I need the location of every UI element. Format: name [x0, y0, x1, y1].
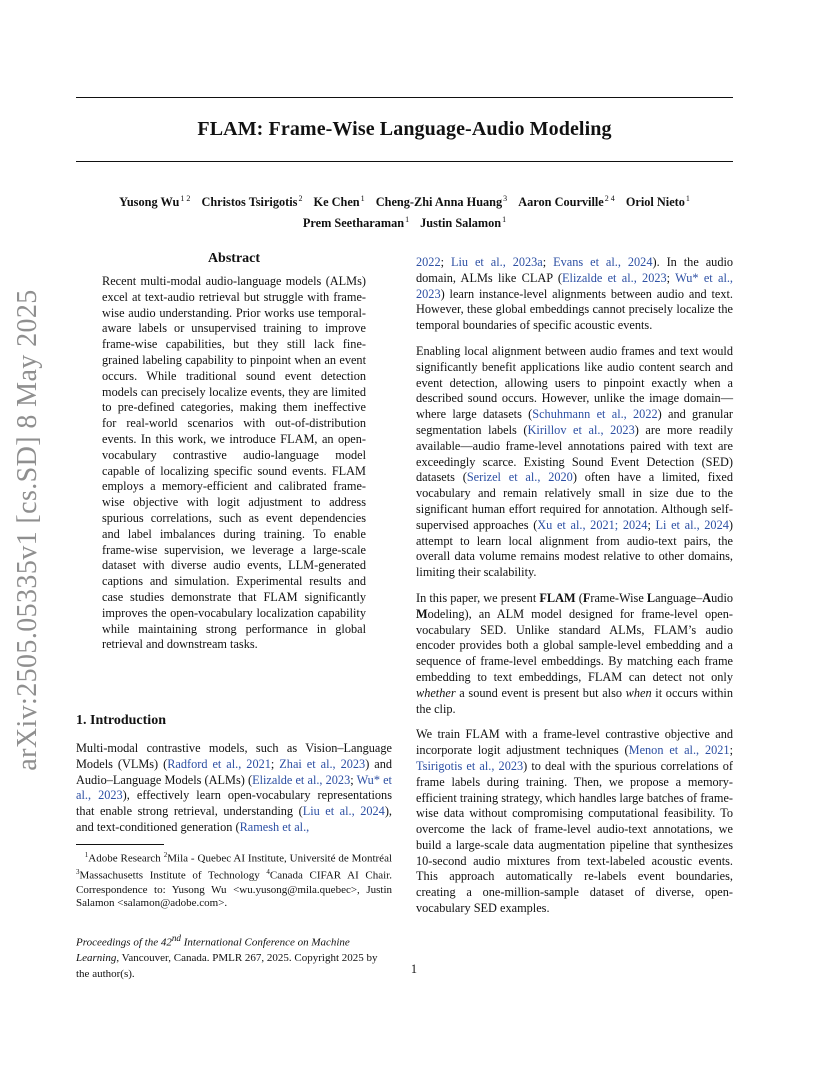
- author: Cheng-Zhi Anna Huang$^3$: [375, 194, 508, 210]
- right-paragraph: 2022; Liu et al., 2023a; Evans et al., 2024). In the audio domain, ALMs like CLAP (Elizalde et al., 2023; Wu* et al., 2023) learn instance-level alignments between audio and text. However, these global embeddings cannot precisely localize the temporal boundaries of specific acoustic events.: [416, 255, 734, 333]
- author: Yusong $Wu^{1 2}$: [119, 194, 191, 210]
- paper-title: FLAM: Frame-Wise Language-Audio Modeling: [197, 118, 612, 140]
- citation-link[interactable]: Elizalde et al., 2023: [252, 772, 351, 787]
- citation-link[interactable]: Zhai et al., 2023: [279, 756, 366, 771]
- citation-link[interactable]: Kirillov et al., 2023: [527, 422, 635, 437]
- citation-link[interactable]: Schuhmann et al., 2022: [532, 407, 658, 422]
- citation-link[interactable]: Li et al., 2024: [655, 517, 729, 532]
- affiliation-footnote: $^1$Adobe Research $^2$Mila - Quebec AI Institute, Université de Montréal $^3$Massachusetts Institute of Technology $^4$Canada CIFAR AI Chair. Correspondence to: Yusong Wu <wu.yusong@mila.quebec>, Justin Salamon <salamon@adobe.com>.: [76, 851, 393, 910]
- footnote-rule: [76, 844, 164, 845]
- author: Prem Seetharaman$^1$: [302, 215, 410, 231]
- citation-link[interactable]: Elizalde et al., 2023: [562, 270, 667, 285]
- arxiv-stamp: arXiv:2505.05335v1 [cs.SD] 8 May 2025: [12, 289, 43, 771]
- author: Justin Salamon$^1$: [420, 215, 507, 231]
- top-rule: [76, 97, 733, 98]
- citation-link[interactable]: Menon et al., 2021: [628, 743, 730, 758]
- title-bottom-rule: [76, 161, 733, 162]
- right-paragraph: In this paper, we present FLAM (Frame-Wise Language–Audio Modeling), an ALM model designed for frame-level open-vocabulary SED. Unlike standard ALMs, FLAM’s audio encoder provides both a global sample-level embedding and a sequence of frame-level embeddings. By matching each frame embedding to text embeddings, FLAM can detect not only whether a sound event is present but also when it occurs within the clip.: [416, 590, 734, 716]
- citation-link[interactable]: Wu* et al., 2023: [416, 270, 734, 301]
- citation-link[interactable]: Xu et al., 2021; 2024: [537, 517, 648, 532]
- citation-link[interactable]: Serizel et al., 2020: [466, 470, 573, 485]
- author: Aaron Courville$^{2 4}$: [518, 194, 615, 210]
- abstract-heading: Abstract: [207, 251, 261, 266]
- proceedings-note: Proceedings of the 42nd International Conference on Machine Learning, Vancouver, Canada. PMLR 267, 2025. Copyright 2025 by the author(s).: [76, 933, 378, 980]
- citation-link[interactable]: Evans et al., 2024: [553, 255, 653, 269]
- page-number: 1: [410, 962, 418, 976]
- right-paragraph: We train FLAM with a frame-level contrastive objective and incorporate logit adjustment techniques (Menon et al., 2021; Tsirigotis et al., 2023) to deal with the spurious correlations of frame labels during training. Then, we propose a memory-efficient training strategy, which handles large batches of frame-wise data without compromising computational feasibility. To overcome the lack of frame-level audio-text annotations, we build a large-scale data augmentation pipeline that synthesizes 10-second audio mixtures from text-labeled acoustic events. This approach automatically re-labels event boundaries, creating a one-million-sample dataset of diverse, open-vocabulary SED examples.: [416, 727, 733, 916]
- author-list: [76, 190, 733, 232]
- citation-link[interactable]: 2022: [416, 255, 441, 269]
- citation-link[interactable]: Wu* et al., 2023: [76, 772, 392, 803]
- intro-paragraph: Multi-modal contrastive models, such as Vision–Language Models (VLMs) (Radford et al., 2021; Zhai et al., 2023) and Audio–Language Models (ALMs) (Elizalde et al., 2023; Wu* et al., 2023), effectively learn open-vocabulary representations that enable strong retrieval, understanding (Liu et al., 2024), and text-conditioned generation (Ramesh et al.,: [76, 741, 392, 834]
- citation-link[interactable]: Ramesh et al.,: [239, 819, 310, 834]
- citation-link[interactable]: Liu et al., 2023a: [450, 255, 543, 269]
- section-heading-introduction: 1. Introduction: [76, 713, 166, 728]
- right-paragraph: Enabling local alignment between audio frames and text would significantly benefit applications like audio content search and event detection, allowing users to pinpoint exactly when a described sound occurs. However, unlike the image domain—where large datasets (Schuhmann et al., 2022) and granular segmentation labels (Kirillov et al., 2023) are more readily available—audio frame-level annotations paired with text are exceedingly scarce. Existing Sound Event Detection (SED) datasets (Serizel et al., 2020) often have a limited, fixed vocabulary and remain relatively small in size due to the significant human effort required for annotation. Although self-supervised approaches (Xu et al., 2021; 2024; Li et al., 2024) attempt to learn local alignment from audio-text pairs, the overall data volume remains modest relative to other domains, limiting their scalability.: [416, 343, 734, 580]
- right-column: [416, 255, 733, 917]
- author: Ke Chen$^1$: [313, 194, 365, 210]
- abstract-text: Recent multi-modal audio-language models (ALMs) excel at text-audio retrieval but struggle with frame-wise audio understanding. Prior works use temporal-aware labels or unsupervised training to improve frame-wise capabilities, but they still lack fine-grained labeling capability to pinpoint when an event occurs. While traditional sound event detection models can precisely localize events, they are limited to pre-defined categories, making them ineffective for real-world scenarios with out-of-distribution events. In this work, we introduce FLAM, an open-vocabulary contrastive audio-language model capable of localizing specific sound events. FLAM employs a memory-efficient and calibrated frame-wise objective with logit adjustment to address spurious correlations, such as event dependencies and label imbalances during training. To enable frame-wise supervision, we leverage a large-scale dataset with diverse audio events, LLM-generated captions and simulation. Experimental results and case studies demonstrate that FLAM significantly improves the open-vocabulary localization capability while maintaining strong performance in global retrieval and downstream tasks.: [102, 274, 366, 652]
- citation-link[interactable]: Liu et al., 2024: [302, 804, 385, 819]
- author: Oriol Nieto$^1$: [625, 194, 690, 210]
- citation-link[interactable]: Tsirigotis et al., 2023: [416, 758, 524, 773]
- citation-link[interactable]: Radford et al., 2021: [167, 756, 271, 771]
- author: Christos Tsirigotis$^2$: [201, 194, 303, 210]
